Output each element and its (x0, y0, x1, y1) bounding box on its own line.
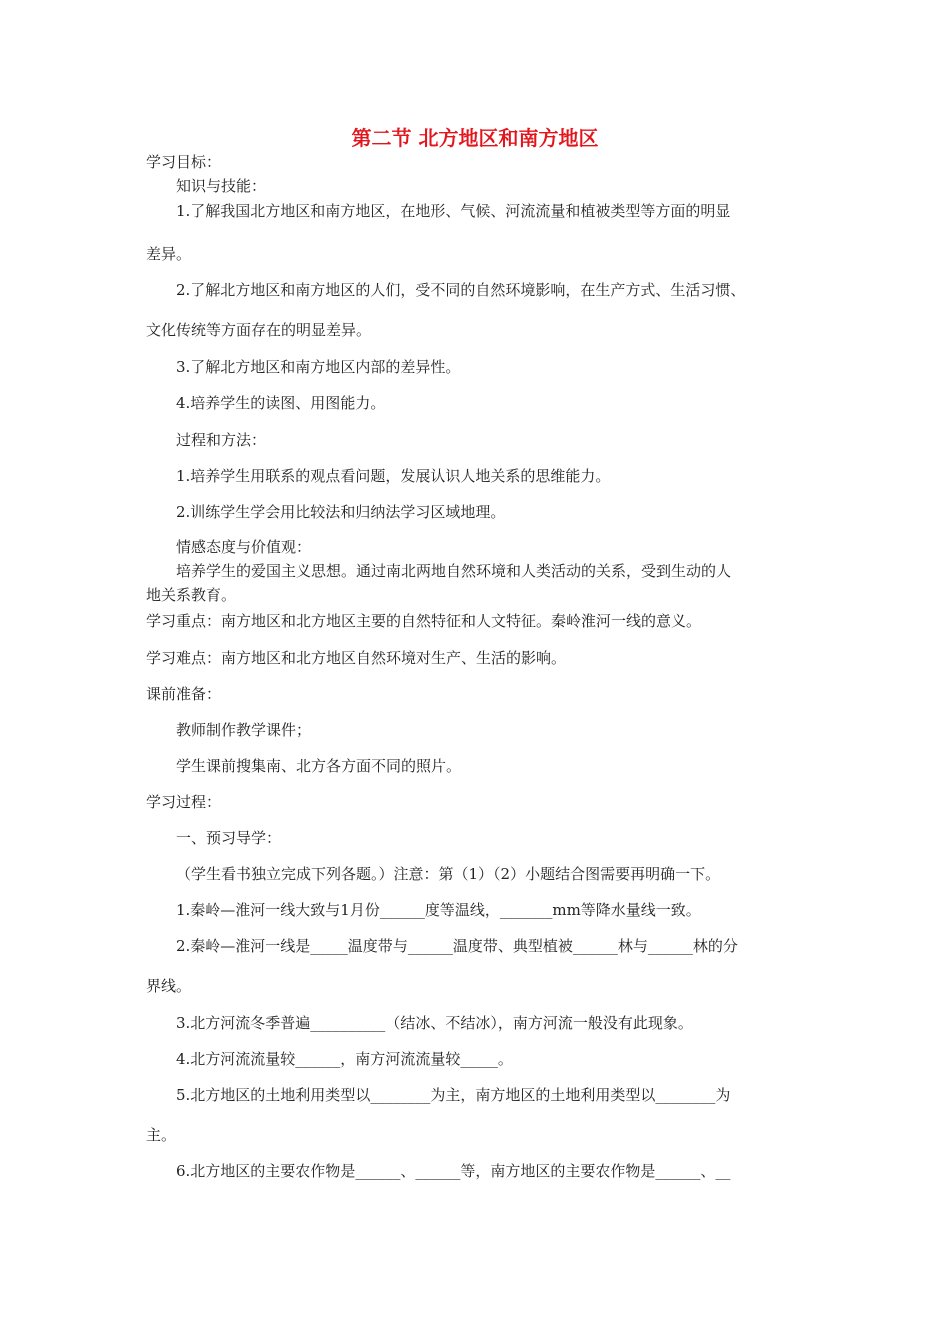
question-line: 4.北方河流流量较______，南方河流流量较_____。 (176, 1050, 513, 1068)
paragraph-line: 文化传统等方面存在的明显差异。 (146, 321, 372, 339)
paragraph-line: 1.了解我国北方地区和南方地区，在地形、气候、河流流量和植被类型等方面的明显 (176, 202, 731, 220)
paragraph-line: 1.培养学生用联系的观点看问题，发展认识人地关系的思维能力。 (176, 467, 611, 485)
paragraph-line: 培养学生的爱国主义思想。通过南北两地自然环境和人类活动的关系，受到生动的人 (176, 562, 732, 580)
subheading-preview: 一、预习导学： (176, 829, 282, 847)
heading-preparation: 课前准备： (146, 685, 222, 703)
paragraph-line: 2.训练学生学会用比较法和归纳法学习区域地理。 (176, 503, 506, 521)
question-line: 3.北方河流冬季普遍__________（结冰、不结冰），南方河流一般没有此现象。 (176, 1014, 693, 1032)
question-line: 6.北方地区的主要农作物是______、______等，南方地区的主要农作物是______、__ (176, 1162, 731, 1180)
subheading-attitudes-values: 情感态度与价值观： (176, 538, 312, 556)
question-line: 1.秦岭—淮河一线大致与1月份______度等温线，_______mm等降水量线一致。 (176, 901, 701, 919)
instruction-line: （学生看书独立完成下列各题。）注意：第（1）（2）小题结合图需要再明确一下。 (176, 865, 721, 883)
heading-learning-process: 学习过程： (146, 793, 222, 811)
paragraph-line: 2.了解北方地区和南方地区的人们，受不同的自然环境影响，在生产方式、生活习惯、 (176, 281, 746, 299)
paragraph-line: 3.了解北方地区和南方地区内部的差异性。 (176, 358, 461, 376)
page-title: 第二节 北方地区和南方地区 (351, 126, 599, 150)
paragraph-line: 4.培养学生的读图、用图能力。 (176, 394, 386, 412)
paragraph-line: 学生课前搜集南、北方各方面不同的照片。 (176, 757, 462, 775)
question-line: 主。 (146, 1126, 177, 1144)
paragraph-line: 差异。 (146, 245, 192, 263)
question-line: 界线。 (146, 977, 192, 995)
paragraph-line: 地关系教育。 (146, 586, 237, 604)
question-line: 2.秦岭—淮河一线是_____温度带与______温度带、典型植被______林与______林的分 (176, 937, 738, 955)
heading-learning-objectives: 学习目标： (146, 153, 222, 171)
key-points-line: 学习重点：南方地区和北方地区主要的自然特征和人文特征。秦岭淮河一线的意义。 (146, 612, 702, 630)
paragraph-line: 教师制作教学课件； (176, 721, 312, 739)
subheading-knowledge-skills: 知识与技能： (176, 177, 267, 195)
subheading-process-methods: 过程和方法： (176, 431, 267, 449)
question-line: 5.北方地区的土地利用类型以________为主，南方地区的土地利用类型以________为 (176, 1086, 731, 1104)
difficult-points-line: 学习难点：南方地区和北方地区自然环境对生产、生活的影响。 (146, 649, 567, 667)
